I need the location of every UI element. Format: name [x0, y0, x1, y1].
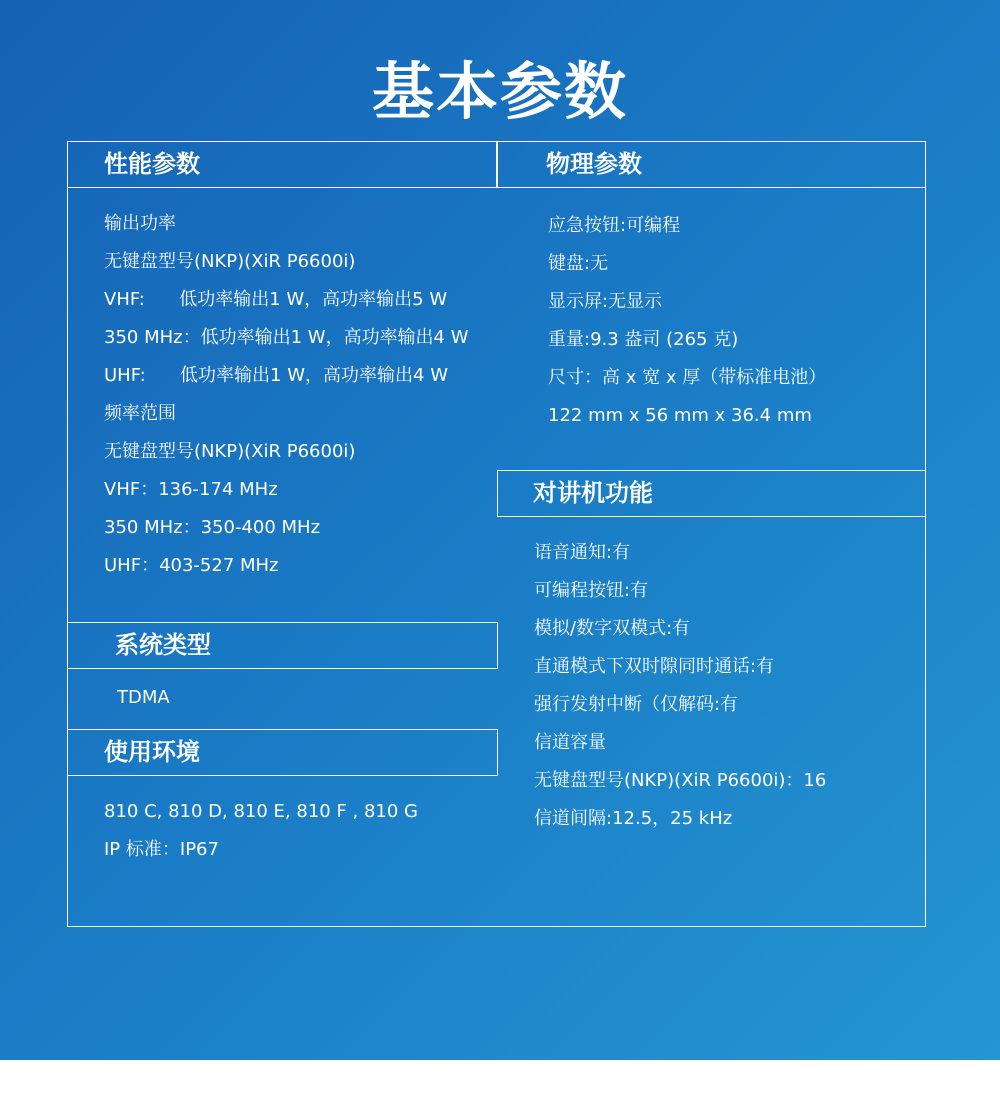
environment-item: 810 C, 810 D, 810 E, 810 F , 810 G: [104, 801, 418, 822]
environment-header-box: [67, 729, 498, 776]
physical-item: 尺寸：高 x 宽 x 厚（带标准电池）: [548, 367, 827, 388]
performance-item: 输出功率: [104, 213, 176, 234]
performance-item: UHF: 低功率输出1 W，高功率输出4 W: [104, 365, 449, 386]
feature-item: 语音通知:有: [534, 542, 631, 563]
performance-header-box: [67, 141, 498, 188]
performance-item: 350 MHz：低功率输出1 W，高功率输出4 W: [104, 327, 469, 348]
environment-item: IP 标准：IP67: [104, 839, 219, 860]
feature-item: 信道间隔:12.5，25 kHz: [534, 808, 733, 829]
performance-item: 无键盘型号(NKP)(XiR P6600i): [104, 251, 356, 272]
performance-header: 性能参数: [104, 150, 200, 178]
system-header: 系统类型: [115, 631, 211, 659]
system-header-box: [67, 622, 498, 669]
physical-item: 重量:9.3 盎司 (265 克): [548, 329, 739, 350]
system-item: TDMA: [117, 687, 170, 708]
environment-header: 使用环境: [104, 738, 200, 766]
feature-item: 信道容量: [534, 732, 606, 753]
performance-item: VHF：136-174 MHz: [104, 479, 278, 500]
feature-item: 强行发射中断（仅解码:有: [534, 694, 739, 715]
physical-item: 应急按钮:可编程: [548, 215, 681, 236]
feature-item: 直通模式下双时隙同时通话:有: [534, 656, 775, 677]
performance-item: 无键盘型号(NKP)(XiR P6600i): [104, 441, 356, 462]
physical-item: 122 mm x 56 mm x 36.4 mm: [548, 405, 812, 426]
features-header-box: [497, 470, 926, 517]
features-header: 对讲机功能: [533, 479, 653, 507]
physical-item: 显示屏:无显示: [548, 291, 663, 312]
physical-item: 键盘:无: [548, 253, 609, 274]
performance-item: VHF: 低功率输出1 W，高功率输出5 W: [104, 289, 448, 310]
page-title: 基本参数: [371, 55, 628, 128]
performance-item: 频率范围: [104, 403, 176, 424]
performance-item: UHF：403-527 MHz: [104, 555, 279, 576]
physical-header: 物理参数: [546, 150, 642, 178]
feature-item: 可编程按钮:有: [534, 580, 649, 601]
feature-item: 无键盘型号(NKP)(XiR P6600i)：16: [534, 770, 827, 791]
physical-header-box: [496, 141, 926, 188]
feature-item: 模拟/数字双模式:有: [534, 618, 691, 639]
performance-item: 350 MHz：350-400 MHz: [104, 517, 321, 538]
